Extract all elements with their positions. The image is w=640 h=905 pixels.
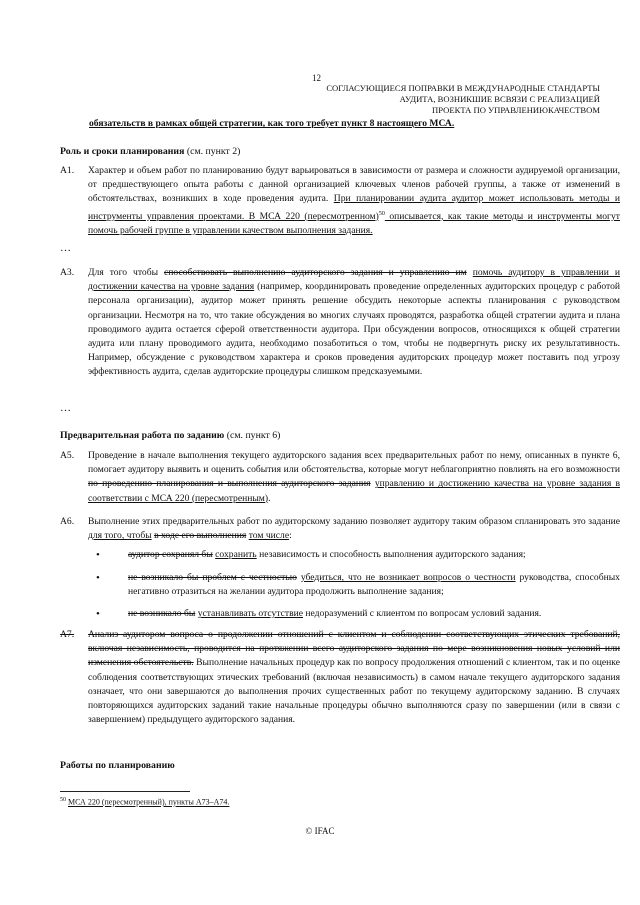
paragraph-a5 (60, 449, 620, 506)
paragraph-label: A6. (60, 516, 75, 527)
paragraph-text: Выполнение этих предварительных работ по аудиторскому заданию позволяет аудитору таким образом спланировать это задание для того, чтобы в ходе его выполнения том числе: (88, 516, 620, 542)
paragraph-label: A7. (60, 629, 75, 640)
bullet-item: • не возникало бы устанавливать отсутствие недоразумений с клиентом по вопросам условий задания. (96, 608, 542, 620)
paragraph-text: Характер и объем работ по планированию будут варьироваться в зависимости от размера и сложности аудируемой организации, от предшествующего опыта работы с данной организацией ключевых членов рабочей группы, а также от изменений в обстоятельствах, возникших в ходе проведения аудита. При планировании аудита аудитор может использовать методы и инструменты управления проектами. В МСА 220 (пересмотренном)$^{50}$ описывается, как такие методы и инструменты могут помочь рабочей группе в управлении качеством выполнения задания. (88, 165, 620, 236)
continuation-line: обязательств в рамках общей стратегии, как того требует пункт 8 настоящего МСА. (89, 118, 455, 129)
header-line-2: АУДИТА, ВОЗНИКШИЕ ВСВЯЗИ С РЕАЛИЗАЦИЕЙ (399, 94, 600, 104)
section-heading-preliminary: Предварительная работа по заданию (см. пункт 6) (60, 430, 281, 441)
header-line-1: СОГЛАСУЮЩИЕСЯ ПОПРАВКИ В МЕЖДУНАРОДНЫЕ СТАНДАРТЫ (326, 83, 600, 93)
bullet-icon: • (96, 572, 100, 584)
bullet-item: • не возникало бы проблем с честностью убедиться, что не возникает вопросов о честности руководства, способных негативно отразиться на желании аудитора продолжить выполнение задания; (96, 572, 620, 598)
paragraph-text: Для того чтобы способствовать выполнению аудиторского задания и управлению им помочь аудитору в управлении и достижении качества на уровне задания (например, координировать проведение определенных аудиторских процедур с работой персонала организации), аудитор может принять решение обсудить некоторые аспекты планирования с руководством организации. Несмотря на то, что такие обсуждения во многих случаях проводятся, разработка общей стратегии аудита и плана проводимого аудита остается сферой ответственности аудитора. При обсуждении вопросов, относящихся к общей стратегии аудита или плану проводимого аудита, необходимо позаботиться о том, чтобы не подвергнуть риску их результативность. Например, обсуждение с руководством характера и сроков проведения аудиторских процедур может поставить под угрозу эффективность аудита, сделав аудиторские процедуры слишком предсказуемыми. (88, 267, 620, 378)
footnote-divider (60, 791, 190, 792)
page-number: 12 (312, 73, 321, 83)
paragraph-label: A3. (60, 267, 75, 278)
header-line-3: ПРОЕКТА ПО УПРАВЛЕНИЮКАЧЕСТВОМ (432, 105, 600, 115)
bullet-icon: • (96, 608, 100, 620)
paragraph-a1 (60, 164, 620, 238)
footnote: $^{50}$ МСА 220 (пересмотренный), пункты A73–A74. (60, 797, 230, 807)
ellipsis: … (60, 242, 72, 254)
paragraph-a3 (60, 266, 620, 380)
paragraph-text: Анализ аудитором вопроса о продолжении отношений с клиентом и соблюдении соответствующих этических требований, включая независимость, проводится на протяжении всего аудиторского задания по мере возникновения новых условий или изменения обстоятельств. Выполнение начальных процедур как по вопросу продолжения отношений с клиентом, так и по оценке соблюдения соответствующих этических требований (включая независимость) в самом начале текущего аудиторского задания означает, что они завершаются до выполнения прочих существенных работ по текущему аудиторскому заданию. В случаях повторяющихся аудиторских заданий такие начальные процедуры обычно выполняются сразу по завершении (или в связи с завершением) предыдущего аудиторского задания. (88, 629, 620, 726)
paragraph-a6 (60, 515, 620, 543)
bullet-item: • аудитор сохранял бы сохранить независимость и способность выполнения аудиторского задания; (96, 549, 526, 561)
page-footer: © IFAC (305, 826, 335, 836)
paragraph-text: Проведение в начале выполнения текущего аудиторского задания всех предварительных работ по нему, описанных в пункте 6, помогает аудитору выявить и оценить события или обстоятельства, которые могут неблагоприятно повлиять на его возможности по проведению планирования и выполнения аудиторского задания управлению и достижению качества на уровне задания в соответствии с МСА 220 (пересмотренным). (88, 450, 621, 504)
bullet-icon: • (96, 549, 100, 561)
paragraph-label: A1. (60, 165, 75, 176)
footnote-ref: 50 (378, 210, 385, 217)
section-heading-planning-work: Работы по планированию (60, 760, 175, 771)
running-header (326, 83, 600, 116)
paragraph-a7 (60, 628, 620, 727)
paragraph-label: A5. (60, 450, 75, 461)
section-heading-role-timing: Роль и сроки планирования (см. пункт 2) (60, 146, 241, 157)
ellipsis: … (60, 402, 72, 414)
